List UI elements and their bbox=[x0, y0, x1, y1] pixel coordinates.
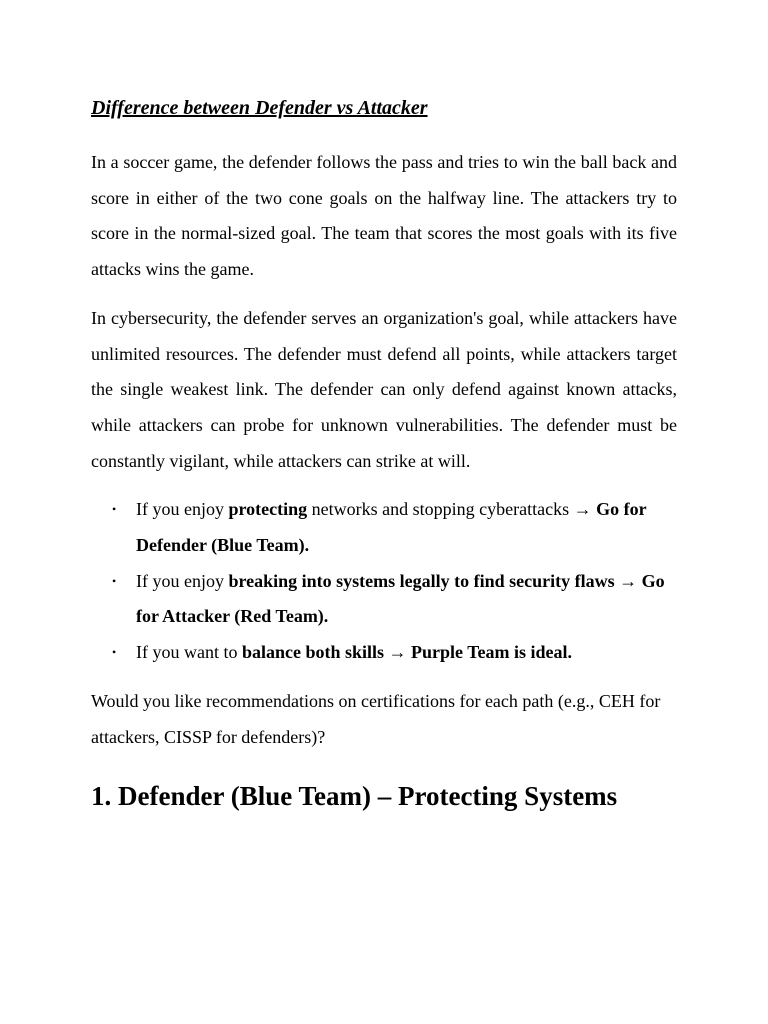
bullet-prefix: If you want to bbox=[136, 642, 242, 663]
soccer-paragraph: In a soccer game, the defender follows the pass and tries to win the ball back and score in either of the two cone goals on the halfway line. The attackers try to score in the normal-sized goal. The team that scores the most goals with its five attacks wins the game. bbox=[91, 152, 677, 280]
document-page bbox=[91, 94, 677, 814]
bullet-icon: • bbox=[112, 573, 117, 588]
list-item-attacker bbox=[91, 564, 677, 635]
bullet-icon: • bbox=[112, 645, 117, 660]
bullet-recommendation: Go for Attacker (Red Team). bbox=[136, 570, 665, 627]
bullet-icon: • bbox=[112, 502, 117, 517]
bullet-middle: → bbox=[384, 642, 412, 663]
bullet-recommendation: Purple Team is ideal. bbox=[411, 642, 573, 663]
bullet-recommendation: Go for Defender (Blue Team). bbox=[136, 499, 647, 556]
bullet-bold-text: breaking into systems legally to find security flaws bbox=[228, 570, 615, 591]
bullet-bold-text: protecting bbox=[228, 499, 308, 520]
cybersecurity-paragraph: In cybersecurity, the defender serves an organization's goal, while attackers have unlimited resources. The defender must defend all points, while attackers target the single weakest link. The defender can only defend against known attacks, while attackers can probe for unknown vulnerabilities. The defender must be constantly vigilant, while attackers can strike at will. bbox=[91, 307, 677, 471]
bullet-bold-text: balance both skills bbox=[241, 642, 385, 663]
list-item-purple-team bbox=[91, 635, 677, 671]
section-heading: 1. Defender (Blue Team) – Protecting Systems bbox=[91, 781, 618, 812]
bullet-prefix: If you enjoy bbox=[136, 570, 229, 591]
career-path-list bbox=[91, 492, 677, 671]
certification-question: Would you like recommendations on certifications for each path (e.g., CEH for attackers, CISSP for defenders)? bbox=[91, 690, 661, 747]
list-item-defender bbox=[91, 492, 677, 563]
bullet-middle: networks and stopping cyberattacks → bbox=[307, 499, 597, 520]
bullet-prefix: If you enjoy bbox=[136, 499, 229, 520]
document-title: Difference between Defender vs Attacker bbox=[91, 97, 428, 119]
bullet-middle: → bbox=[614, 570, 642, 591]
